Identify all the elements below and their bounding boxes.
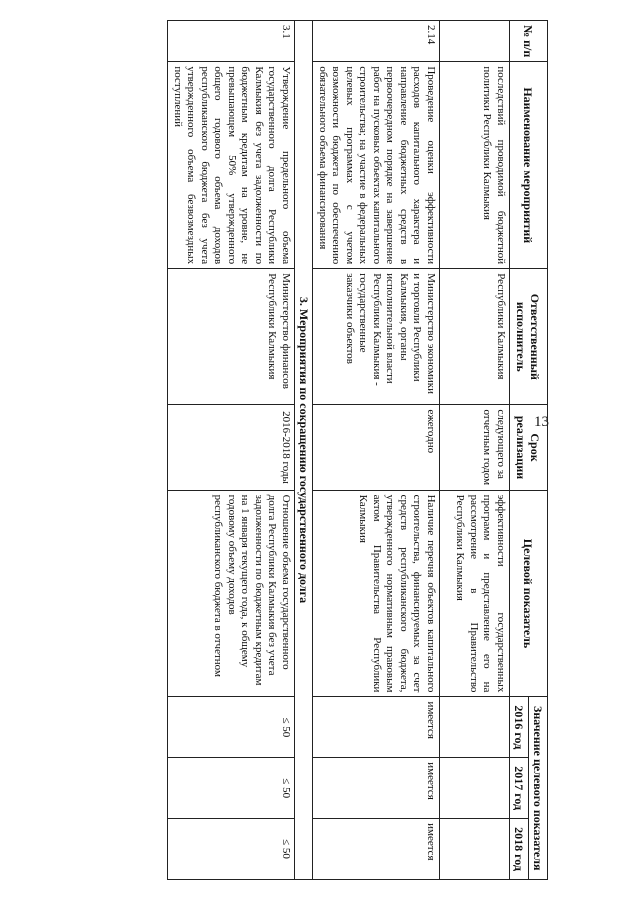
row-term: ежегодно	[313, 405, 440, 490]
row-num: 2.14	[313, 21, 440, 62]
row-2016	[440, 697, 510, 758]
header-term: Срок реализации	[510, 405, 548, 490]
page-number: 13	[534, 414, 549, 430]
row-indicator: Отношение объема государственного долга Республики Калмыкия без учета задолженности по бюджетным кредитам на 1 января текущего года, к общему годовому объему доходов республиканского бюджета в отчетном	[168, 490, 295, 697]
row-indicator: эффективности государственных программ и представление его на рассмотрение в Правительство Республики Калмыкия	[440, 490, 510, 697]
header-target-value: Значение целевого показателя	[529, 697, 548, 880]
measures-table	[168, 20, 549, 880]
header-num: № п/п	[510, 21, 548, 62]
row-term: 2016-2018 годы	[168, 405, 295, 490]
row-name: Утверждение предельного объема государственного долга Республики Калмыкия без учета задолженности по бюджетным кредитам на уровне, не превышающем 50% утвержденного общего годового объема доходов республиканского бюджета без учета утвержденного объема безвозмездных поступлений	[168, 62, 295, 269]
row-responsible: Республики Калмыкия	[440, 269, 510, 405]
row-term: следующего за отчетным годом	[440, 405, 510, 490]
row-indicator: Наличие перечня объектов капитального строительства, финансируемых за счет средств республиканского бюджета, утвержденного нормативным правовым актом Правительства Республики Калмыкия	[313, 490, 440, 697]
row-2017: имеется	[313, 758, 440, 819]
row-2016: имеется	[313, 697, 440, 758]
table-row	[313, 21, 440, 880]
row-responsible: Министерство финансов Республики Калмыкия	[168, 269, 295, 405]
row-2017	[440, 758, 510, 819]
row-2016: ≤ 50	[168, 697, 295, 758]
header-2018: 2018 год	[510, 819, 529, 880]
row-2018	[440, 819, 510, 880]
row-num	[440, 21, 510, 62]
header-2016: 2016 год	[510, 697, 529, 758]
row-num: 3.1	[168, 21, 295, 62]
table-row	[168, 21, 295, 880]
row-name: Проведение оценки эффективности расходов капитального характера и направление бюджетных средств в первоочередном порядке на завершение работ на пусковых объектах капитального строительства; на участие в федеральных целевых программах с учетом возможности бюджета по обеспечению обязательного объема финансирования	[313, 62, 440, 269]
rotated-table-page	[58, 20, 548, 880]
section-row	[295, 21, 314, 880]
header-2017: 2017 год	[510, 758, 529, 819]
row-responsible: Министерство экономики и торговли Республики Калмыкия, органы исполнительной власти Республики Калмыкия - государственные заказчики объектов	[313, 269, 440, 405]
header-row	[529, 21, 548, 880]
header-name: Наименование мероприятий	[510, 62, 548, 269]
header-indicator: Целевой показатель	[510, 490, 548, 697]
row-2017: ≤ 50	[168, 758, 295, 819]
row-2018: ≤ 50	[168, 819, 295, 880]
row-2018: имеется	[313, 819, 440, 880]
table-row	[440, 21, 510, 880]
section-title: 3. Мероприятия по сокращению государственного долга	[295, 21, 314, 880]
header-responsible: Ответственный исполнитель	[510, 269, 548, 405]
row-name: последствий проводимой бюджетной политики Республики Калмыкия	[440, 62, 510, 269]
